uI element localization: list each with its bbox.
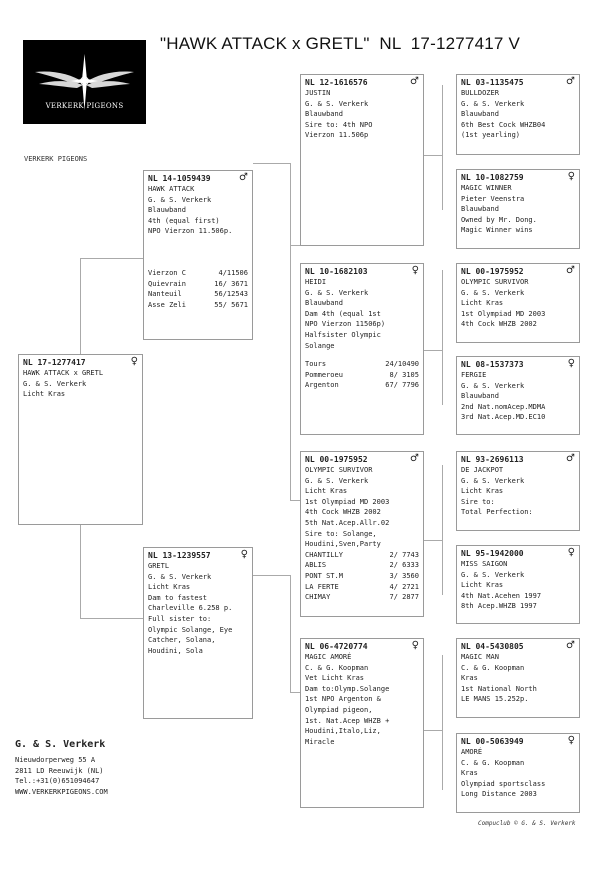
card-line: OLYMPIC SURVIVOR [305, 466, 373, 474]
male-icon: ♂ [566, 265, 575, 276]
winged-emblem-icon [23, 40, 146, 124]
website-link[interactable]: WWW.VERKERKPIGEONS.COM [15, 787, 108, 796]
card-line: Kras [461, 769, 478, 778]
ring-number: NL 00-1975952 ♂ [305, 453, 419, 464]
race-result: CHIMAY 7/ 2877 [305, 593, 419, 602]
race-result: Nanteuil 56/12543 [148, 290, 248, 299]
female-icon: ♀ [130, 356, 138, 367]
ring-number: NL 13-1239557 ♀ [148, 549, 248, 560]
card-line: LE MANS 15.252p. [461, 695, 529, 704]
card-line: G. & S. Verkerk [461, 476, 525, 485]
connector [290, 575, 291, 692]
race-result: Quievrain 16/ 3671 [148, 279, 248, 288]
ring-number: NL 10-1082759 ♀ [461, 171, 575, 182]
ring-number: NL 93-2696113 ♂ [461, 453, 575, 464]
card-line: C. & G. Koopman [461, 663, 525, 672]
female-icon: ♀ [411, 265, 419, 276]
card-line: Licht Kras [461, 299, 504, 308]
card-line: MAGIC AMORÉ [305, 653, 352, 661]
card-line: FERGIE [461, 371, 487, 379]
card-line: Charleville 6.258 p. [148, 604, 233, 613]
female-icon: ♀ [567, 735, 575, 746]
card-line: G. & S. Verkerk [461, 570, 525, 579]
card-line: BULLDOZER [461, 89, 499, 97]
male-icon: ♂ [410, 453, 419, 464]
ring-number: NL 17-1277417 ♀ [23, 356, 138, 367]
connector [80, 618, 143, 619]
ring-number: NL 12-1616576 ♂ [305, 76, 419, 87]
connector [80, 258, 81, 354]
phone: Tel.:+31(0)651094647 [15, 777, 100, 785]
card-line: Licht Kras [461, 581, 504, 590]
address: Nieuwdorperweg 55 A [15, 756, 96, 764]
connector [290, 500, 300, 501]
card-line: Halfsister Olympic [305, 330, 381, 339]
female-icon: ♀ [240, 549, 248, 560]
card-line: JUSTIN [305, 89, 331, 97]
card-line: Olympiad pigeon, [305, 705, 373, 714]
page-title: "HAWK ATTACK x GRETL" NL 17-1277417 V [160, 34, 520, 53]
connector [442, 465, 443, 595]
card-line: Kras [461, 674, 478, 683]
logo-text: VERKERK PIGEONS [45, 102, 124, 110]
female-icon: ♀ [567, 358, 575, 369]
card-line: 2nd Nat.nomAcep.MDMA [461, 402, 546, 411]
card-line: NPO Vierzon 11506p) [305, 320, 386, 329]
connector [442, 655, 443, 790]
connector [253, 575, 290, 576]
pedigree-card-ddd [456, 733, 580, 813]
card-line: Dam to fastest [148, 593, 208, 602]
card-line: AMORÉ [461, 748, 483, 756]
race-result: CHANTILLY 2/ 7743 [305, 550, 419, 559]
card-line: 3rd Nat.Acep.MD.EC10 [461, 413, 546, 422]
pedigree-card-sire-dam [300, 263, 424, 435]
race-result: Pommeroeu 8/ 3105 [305, 370, 419, 379]
card-line: Miracle [305, 737, 335, 746]
card-line: Vierzon 11.506p [305, 131, 369, 140]
ring-number: NL 00-1975952 ♂ [461, 265, 575, 276]
race-result: ABLIS 2/ 6333 [305, 561, 419, 570]
card-line: Pieter Veenstra [461, 194, 525, 203]
male-icon: ♂ [566, 453, 575, 464]
breeder-name: G. & S. Verkerk [15, 739, 106, 750]
race-result: LA FERTE 4/ 2721 [305, 582, 419, 591]
card-line: G. & S. Verkerk [305, 476, 369, 485]
card-line: MAGIC WINNER [461, 184, 512, 192]
connector [442, 270, 443, 405]
connector [424, 730, 442, 731]
pedigree-card-dam [143, 547, 253, 719]
card-line: Blauwband [461, 392, 499, 401]
card-line: G. & S. Verkerk [461, 381, 525, 390]
ring-number: NL 04-5430805 ♂ [461, 640, 575, 651]
card-line: HEIDI [305, 278, 327, 286]
card-line: Blauwband [148, 206, 186, 215]
card-line: G. & S. Verkerk [23, 379, 87, 388]
card-line: G. & S. Verkerk [461, 288, 525, 297]
card-line: HAWK ATTACK [148, 185, 195, 193]
pedigree-card-sire [143, 170, 253, 340]
brand-label: VERKERK PIGEONS [24, 155, 88, 163]
card-line: C. & G. Koopman [305, 663, 369, 672]
pedigree-card-ssd [456, 169, 580, 249]
race-result: Tours 24/10490 [305, 360, 419, 369]
card-line: 1st NPO Argenton & [305, 695, 381, 704]
card-line: Solange [305, 341, 335, 350]
card-line: HAWK ATTACK x GRETL [23, 369, 104, 377]
footer-credit: Compuclub © G. & S. Verkerk [478, 820, 576, 827]
pedigree-card-dam-sire [300, 451, 424, 617]
card-line: 5th Nat.Acep.Allr.02 [305, 518, 390, 527]
card-line: 1st. Nat.Acep WHZB + [305, 716, 390, 725]
card-line: Magic Winner wins [461, 226, 533, 235]
card-line: GRETL [148, 562, 170, 570]
card-line: G. & S. Verkerk [148, 195, 212, 204]
card-line: 4th (equal first) [148, 216, 220, 225]
card-line: OLYMPIC SURVIVOR [461, 278, 529, 286]
card-line: Blauwband [305, 299, 343, 308]
card-line: Houdini,Sven,Party [305, 540, 381, 549]
contact-block [15, 738, 108, 797]
card-line: 1st National North [461, 684, 537, 693]
ring-number: NL 10-1682103 ♀ [305, 265, 419, 276]
card-line: 4th Nat.Acehen 1997 [461, 591, 542, 600]
card-line: Sire to: Solange, [305, 529, 377, 538]
female-icon: ♀ [567, 547, 575, 558]
card-line: Blauwband [305, 110, 343, 119]
connector [442, 85, 443, 210]
card-line: Dam 4th (equal 1st [305, 309, 381, 318]
connector [290, 245, 300, 246]
ring-number: NL 06-4720774 ♀ [305, 640, 419, 651]
ring-number: NL 03-1135475 ♂ [461, 76, 575, 87]
pedigree-card-dss [456, 451, 580, 531]
logo [23, 40, 146, 124]
card-line: G. & S. Verkerk [305, 288, 369, 297]
card-line: Blauwband [461, 110, 499, 119]
card-line: Olympiad sportsclass [461, 779, 546, 788]
card-line: G. & S. Verkerk [148, 572, 212, 581]
pedigree-card-dsd [456, 545, 580, 624]
card-line: Licht Kras [461, 487, 504, 496]
male-icon: ♂ [239, 172, 248, 183]
city: 2811 LD Reeuwijk (NL) [15, 766, 104, 775]
card-line: Vet Licht Kras [305, 674, 365, 683]
card-line: Licht Kras [23, 390, 66, 399]
card-line: 1st Olympiad MD 2003 [305, 497, 390, 506]
card-line: MISS SAIGON [461, 560, 508, 568]
connector [424, 155, 442, 156]
card-line: Blauwband [461, 205, 499, 214]
card-line: G. & S. Verkerk [461, 99, 525, 108]
pedigree-card-sds [456, 263, 580, 343]
card-line: Long Distance 2003 [461, 790, 537, 799]
male-icon: ♂ [566, 640, 575, 651]
card-line: DE JACKPOT [461, 466, 504, 474]
race-result: Asse Zeli 55/ 5671 [148, 300, 248, 309]
card-line: (1st yearling) [461, 131, 521, 140]
card-line: 1st Olympiad MD 2003 [461, 309, 546, 318]
connector [290, 163, 291, 500]
card-line: 8th Acep.WHZB 1997 [461, 602, 537, 611]
race-result: Vierzon C 4/11506 [148, 268, 248, 277]
card-line: Full sister to: [148, 614, 212, 623]
connector [424, 540, 442, 541]
card-line: MAGIC MAN [461, 653, 499, 661]
card-line: Houdini, Sola [148, 646, 203, 655]
card-line: Licht Kras [305, 487, 348, 496]
connector [253, 163, 290, 164]
male-icon: ♂ [410, 76, 419, 87]
race-result: PONT ST.M 3/ 3560 [305, 571, 419, 580]
race-result: Argenton 67/ 7796 [305, 381, 419, 390]
ring-number: NL 00-5063949 ♀ [461, 735, 575, 746]
ring-number: NL 95-1942000 ♀ [461, 547, 575, 558]
pedigree-card-dam-dam [300, 638, 424, 808]
female-icon: ♀ [411, 640, 419, 651]
pedigree-card-subject [18, 354, 143, 525]
male-icon: ♂ [566, 76, 575, 87]
card-line: NPO Vierzon 11.506p. [148, 227, 233, 236]
card-line: Sire to: 4th NPO [305, 120, 373, 129]
card-line: Catcher, Solana, [148, 636, 216, 645]
pedigree-card-sire-sire [300, 74, 424, 246]
card-line: Houdini,Italo,Liz, [305, 727, 381, 736]
card-line: 6th Best Cock WHZB04 [461, 120, 546, 129]
card-line: G. & S. Verkerk [305, 99, 369, 108]
card-line: 4th Cock WHZB 2002 [305, 508, 381, 517]
card-line: Owned by Mr. Dong. [461, 215, 537, 224]
card-line: Licht Kras [148, 583, 191, 592]
female-icon: ♀ [567, 171, 575, 182]
card-line: Sire to: [461, 497, 495, 506]
card-line: 4th Cock WHZB 2002 [461, 320, 537, 329]
connector [80, 525, 81, 618]
ring-number: NL 08-1537373 ♀ [461, 358, 575, 369]
pedigree-card-sdd [456, 356, 580, 435]
pedigree-card-sss [456, 74, 580, 155]
ring-number: NL 14-1059439 ♂ [148, 172, 248, 183]
card-line: Total Perfection: [461, 508, 533, 517]
card-line: Dam to:Olymp.Solange [305, 684, 390, 693]
connector [290, 692, 300, 693]
card-line: C. & G. Koopman [461, 758, 525, 767]
connector [424, 350, 442, 351]
connector [80, 258, 143, 259]
card-line: Olympic Solange, Eye [148, 625, 233, 634]
pedigree-card-dds [456, 638, 580, 718]
